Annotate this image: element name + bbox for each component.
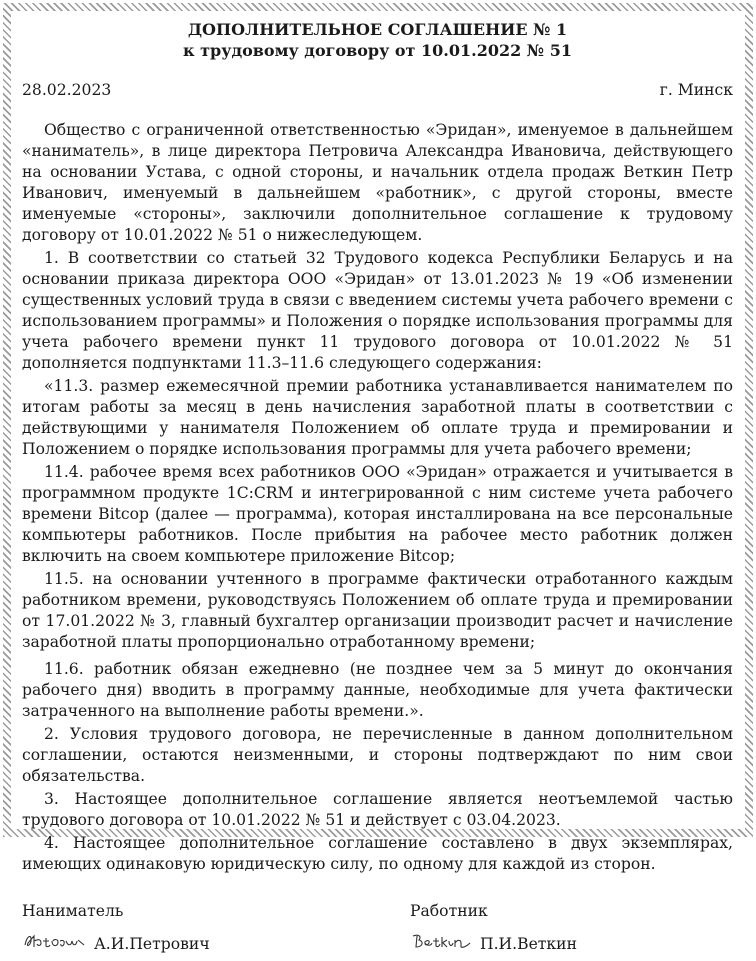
paragraph-clause-3: 3. Настоящее дополнительное соглашение является неотъемлемой частью трудового договора от 10.01.2022 № 51 и действует с 03.04.2023. bbox=[22, 790, 733, 829]
paragraph-subclause-11-3: «11.3. размер ежемесячной премии работника устанавливается нанимателем по итогам работы за месяц в день начисления заработной платы в соответствии с действующими у нанимателя Положением об оплате труда и премировании и Положением о порядке использования программы для учета рабочего времени; bbox=[22, 377, 733, 458]
employee-name: П.И.Веткин bbox=[480, 934, 577, 953]
employer-name: А.И.Петрович bbox=[94, 934, 210, 953]
employee-role: Работник bbox=[410, 902, 488, 920]
employer-role: Наниматель bbox=[22, 902, 124, 920]
document-content bbox=[22, 19, 733, 961]
employer-signature bbox=[22, 901, 210, 957]
document-sheet bbox=[11, 11, 745, 953]
agreement-body bbox=[22, 120, 733, 875]
employee-signature bbox=[410, 901, 577, 957]
signatures-block bbox=[22, 901, 733, 961]
paragraph-subclause-11-5: 11.5. на основании учтенного в программе фактически отработанного каждым работником времени, руководствуясь Положением об оплате труда и премировании от 17.01.2022 № 3, главный бухгалтер организации производит расчет и начисление заработной платы пропорционально отработанному времени; bbox=[22, 570, 733, 651]
hatched-border bbox=[3, 3, 753, 953]
document-title: ДОПОЛНИТЕЛЬНОЕ СОГЛАШЕНИЕ № 1 bbox=[187, 20, 568, 39]
paragraph-clause-1: 1. В соответствии со статьей 32 Трудового кодекса Республики Беларусь и на основании приказа директора ООО «Эридан» от 13.01.2023 № 19 «Об изменении существенных условий труда в связи с введением системы учета рабочего времени с использованием программы» и Положения о порядке использования программы для учета рабочего времени пункт 11 трудового договора от 10.01.2022 № 51 дополняется подпунктами 11.3–11.6 следующего содержания: bbox=[22, 249, 733, 372]
document-date: 28.02.2023 bbox=[22, 81, 112, 99]
employee-autograph bbox=[410, 931, 472, 957]
paragraph-subclause-11-4: 11.4. рабочее время всех работников ООО «Эридан» отражается и учитывается в программном продукте 1С:CRM и интегрированной с ним системе учета рабочего времени Bitcop (далее — программа), которая инсталлирована на все персональные компьютеры работников. После прибытия на рабочее место работник должен включить на своем компьютере приложение Bitcop; bbox=[22, 463, 733, 565]
date-place-row bbox=[22, 80, 733, 101]
employer-autograph bbox=[22, 931, 86, 957]
paragraph-subclause-11-6: 11.6. работник обязан ежедневно (не позднее чем за 5 минут до окончания рабочего дня) вводить в программу данные, необходимые для учета фактически затраченного на выполнение работы времени.». bbox=[22, 660, 733, 720]
paragraph-preamble: Общество с ограниченной ответственностью «Эридан», именуемое в дальнейшем «наниматель», в лице директора Петровича Александра Ивановича, действующего на основании Устава, с одной стороны, и начальник отдела продаж Веткин Петр Иванович, именуемый в дальнейшем «работник», с другой стороны, вместе именуемые «стороны», заключили дополнительное соглашение к трудовому договору от 10.01.2022 № 51 о нижеследующем. bbox=[22, 121, 733, 244]
document-subtitle: к трудовому договору от 10.01.2022 № 51 bbox=[182, 41, 573, 60]
paragraph-clause-2: 2. Условия трудового договора, не перечисленные в данном дополнительном соглашении, остаются неизменными, и стороны подтверждают по ним свои обязательства. bbox=[22, 725, 733, 785]
paragraph-clause-4: 4. Настоящее дополнительное соглашение составлено в двух экземплярах, имеющих одинаковую юридическую силу, по одному для каждой из сторон. bbox=[22, 834, 733, 873]
document-city: г. Минск bbox=[659, 81, 733, 99]
